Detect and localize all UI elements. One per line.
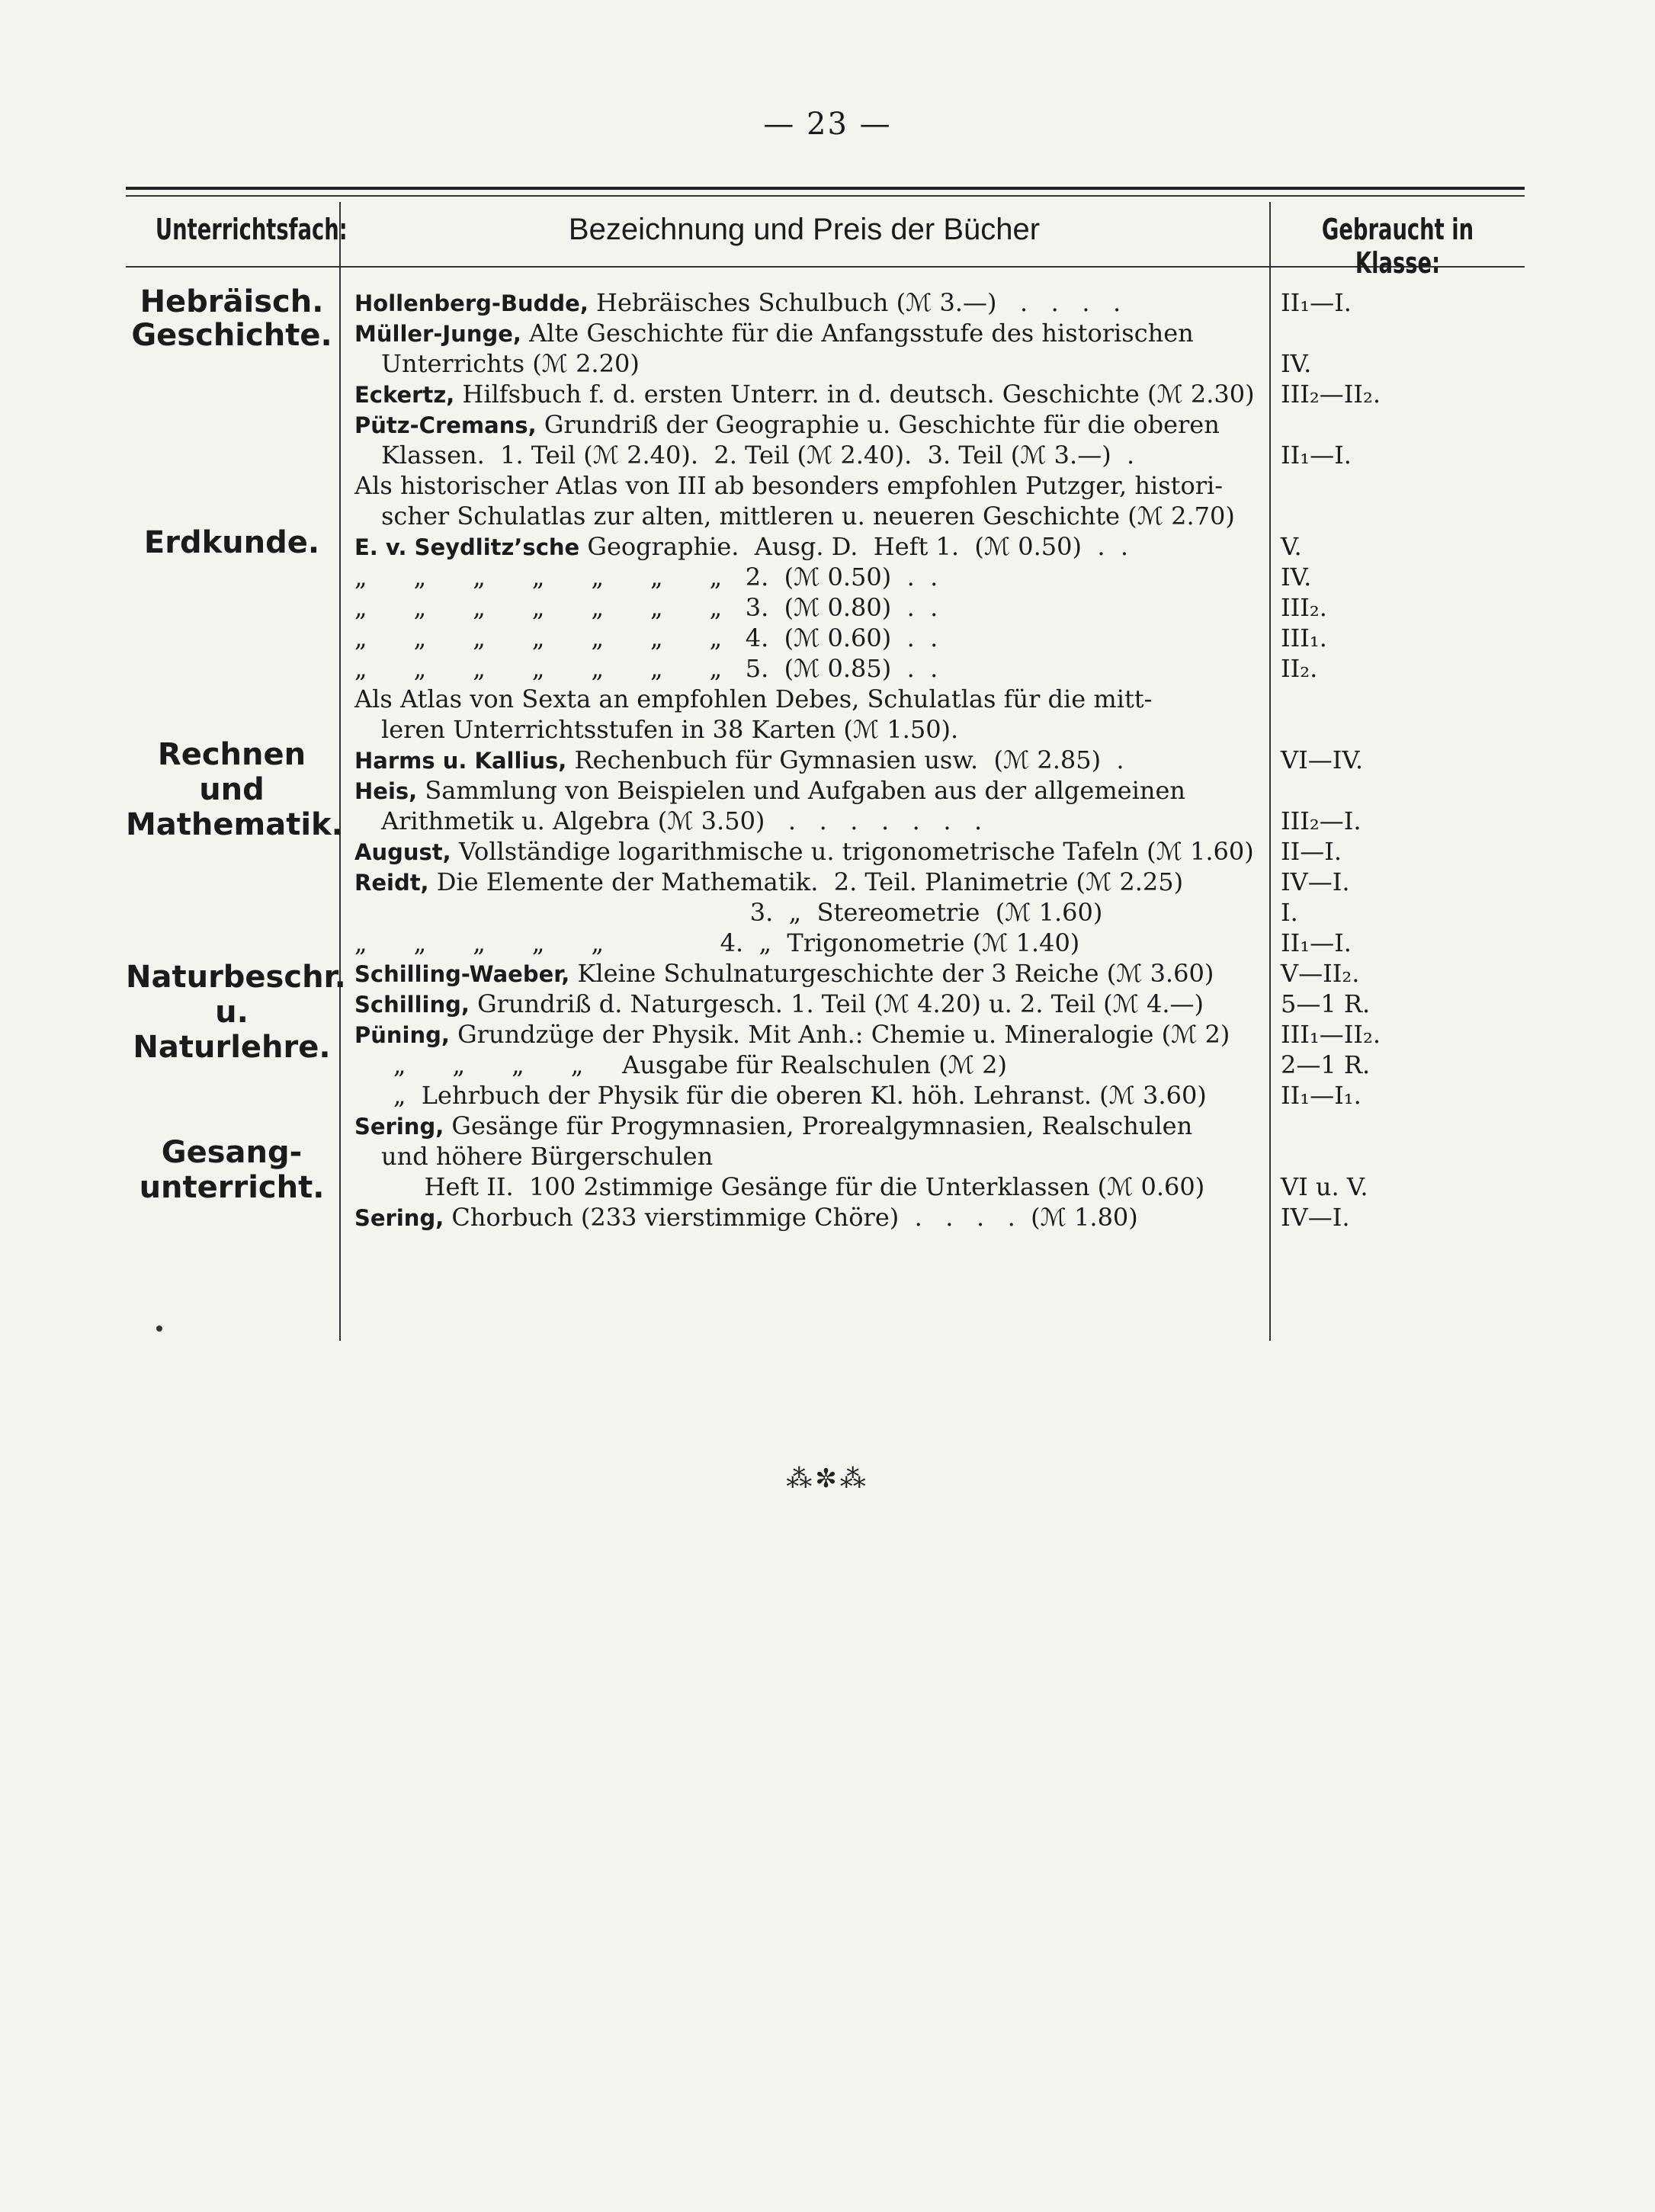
book-line (354, 287, 1262, 318)
book-text: „ „ „ „ „ 4. „ Trigonometrie (ℳ 1.40) (354, 928, 1080, 957)
book-author: E. v. Seydlitz’sche (354, 534, 580, 560)
class-value: II₁—I. (1281, 928, 1352, 957)
book-row (354, 684, 1262, 745)
book-line (354, 531, 1262, 562)
subject-label (126, 318, 338, 353)
book-row (354, 470, 1262, 531)
book-line (354, 1172, 1262, 1202)
class-value: III₂. (1281, 593, 1327, 622)
book-author: Pütz-Cremans, (354, 412, 537, 438)
book-line (354, 958, 1262, 989)
book-line (354, 1050, 1262, 1080)
book-row (354, 928, 1262, 958)
class-value: IV. (1281, 349, 1312, 378)
book-line (354, 989, 1262, 1019)
book-line (354, 470, 1262, 501)
subject-line: Geschichte. (131, 318, 332, 353)
book-text: Die Elemente der Mathematik. 2. Teil. Planimetrie (ℳ 2.25) (428, 867, 1184, 896)
book-text: Kleine Schulnaturgeschichte der 3 Reiche (ℳ 3.60) (569, 959, 1214, 988)
book-text: Als historischer Atlas von III ab besonders empfohlen Putzger, histori- (354, 471, 1224, 500)
book-author: Püning, (354, 1022, 450, 1048)
header-books: Bezeichnung und Preis der Bücher (568, 213, 1041, 246)
book-continuation: leren Unterrichtsstufen in 38 Karten (ℳ 1.50). (381, 715, 959, 744)
book-row (354, 653, 1262, 684)
book-author: Reidt, (354, 870, 429, 896)
column-divider (1269, 202, 1271, 1341)
book-author: Sering, (354, 1114, 444, 1140)
class-value: II₁—I₁. (1281, 1081, 1362, 1110)
book-row (354, 562, 1262, 592)
top-rule (126, 195, 1525, 197)
book-author: Schilling, (354, 992, 470, 1018)
book-row (354, 989, 1262, 1019)
book-row (354, 1050, 1262, 1080)
margin-dot (156, 1326, 162, 1332)
book-text: „ „ „ „ „ „ „ 3. (ℳ 0.80) . . (354, 593, 938, 622)
class-value: IV—I. (1281, 1203, 1350, 1232)
subject-label (126, 960, 346, 1065)
book-text: Hilfsbuch f. d. ersten Unterr. in d. deutsch. Geschichte (ℳ 2.30) (454, 380, 1255, 409)
book-author: Müller-Junge, (354, 321, 521, 347)
book-author: Sering, (354, 1205, 444, 1231)
book-row (354, 867, 1262, 897)
book-text: 3. „ Stereometrie (ℳ 1.60) (354, 898, 1103, 927)
subject-line: Rechnen und (157, 737, 306, 807)
book-row (354, 1019, 1262, 1050)
book-line (354, 684, 1262, 714)
book-line (354, 1202, 1262, 1233)
class-value: IV—I. (1281, 867, 1350, 896)
book-continuation: scher Schulatlas zur alten, mittleren u. neueren Geschichte (ℳ 2.70) (381, 502, 1235, 531)
book-text: Heft II. 100 2stimmige Gesänge für die Unterklassen (ℳ 0.60) (354, 1172, 1205, 1201)
class-value: IV. (1281, 563, 1312, 591)
book-text: Grundriß d. Naturgesch. 1. Teil (ℳ 4.20) u. 2. Teil (ℳ 4.—) (469, 989, 1204, 1018)
book-row (354, 1172, 1262, 1202)
class-value: VI—IV. (1281, 745, 1364, 774)
book-text: „ „ „ „ „ „ „ 2. (ℳ 0.50) . . (354, 563, 938, 591)
book-row (354, 897, 1262, 928)
class-value: V. (1281, 532, 1302, 561)
ornament: ⁂✼⁂ (786, 1463, 869, 1494)
book-line (354, 775, 1262, 806)
book-row (354, 592, 1262, 623)
book-row (354, 623, 1262, 653)
book-text: Alte Geschichte für die Anfangsstufe des historischen (521, 319, 1194, 348)
book-author: Schilling-Waeber, (354, 961, 570, 987)
book-line (354, 1111, 1262, 1141)
header-subject: Unterrichtsfach: (155, 213, 348, 246)
book-line (354, 1080, 1262, 1111)
subject-label (126, 284, 338, 319)
book-row (354, 409, 1262, 470)
book-text: Sammlung von Beispielen und Aufgaben aus der allgemeinen (417, 776, 1185, 805)
book-text: „ „ „ „ „ „ „ 4. (ℳ 0.60) . . (354, 624, 938, 652)
class-value: III₁. (1281, 624, 1327, 652)
class-value: II₁—I. (1281, 288, 1352, 317)
book-continuation: und höhere Bürgerschulen (381, 1142, 714, 1171)
book-text: Chorbuch (233 vierstimmige Chöre) . . . . (ℳ 1.80) (444, 1203, 1138, 1232)
class-value: V—II₂. (1281, 959, 1360, 988)
book-author: Harms u. Kallius, (354, 748, 567, 774)
book-line (354, 1019, 1262, 1050)
book-line (354, 897, 1262, 928)
class-value: I. (1281, 898, 1298, 927)
book-continuation: Unterrichts (ℳ 2.20) (381, 349, 640, 378)
book-line (354, 928, 1262, 958)
class-value: III₁—II₂. (1281, 1020, 1381, 1049)
book-author: Hollenberg-Budde, (354, 290, 589, 316)
subject-line: Gesang- (161, 1135, 303, 1170)
book-row (354, 1080, 1262, 1111)
book-line (354, 836, 1262, 867)
subject-line: Mathematik. (126, 807, 343, 842)
book-author: August, (354, 839, 451, 865)
book-row (354, 531, 1262, 562)
column-divider (339, 202, 341, 1341)
book-text: Vollständige logarithmische u. trigonometrische Tafeln (ℳ 1.60) (451, 837, 1254, 866)
book-row (354, 1202, 1262, 1233)
subject-line: unterricht. (139, 1170, 325, 1205)
book-text: Geographie. Ausg. D. Heft 1. (ℳ 0.50) . . (579, 532, 1129, 561)
book-row (354, 745, 1262, 775)
class-value: 5—1 R. (1281, 989, 1371, 1018)
class-value: III₂—I. (1281, 806, 1362, 835)
book-line (354, 562, 1262, 592)
book-row (354, 1111, 1262, 1172)
book-line (354, 623, 1262, 653)
book-row (354, 836, 1262, 867)
class-value: 2—1 R. (1281, 1050, 1371, 1079)
book-line (354, 409, 1262, 440)
book-row (354, 958, 1262, 989)
book-line (354, 592, 1262, 623)
book-continuation: Klassen. 1. Teil (ℳ 2.40). 2. Teil (ℳ 2.40). 3. Teil (ℳ 3.—) . (381, 441, 1135, 470)
book-row (354, 318, 1262, 379)
book-author: Heis, (354, 778, 418, 804)
class-value: VI u. V. (1281, 1172, 1368, 1201)
book-line (354, 745, 1262, 775)
book-row (354, 775, 1262, 836)
book-text: Hebräisches Schulbuch (ℳ 3.—) . . . . (588, 288, 1121, 317)
book-text: Als Atlas von Sexta an empfohlen Debes, Schulatlas für die mitt- (354, 684, 1153, 713)
book-author: Eckertz, (354, 382, 455, 408)
class-value: III₂—II₂. (1281, 380, 1381, 409)
book-line (354, 867, 1262, 897)
subject-line: Naturbeschr. (126, 960, 346, 995)
book-line (354, 653, 1262, 684)
book-text: „ Lehrbuch der Physik für die oberen Kl. höh. Lehranst. (ℳ 3.60) (354, 1081, 1207, 1110)
book-text: „ „ „ „ „ „ „ 5. (ℳ 0.85) . . (354, 654, 938, 683)
book-table (126, 187, 1525, 1341)
subject-line: Hebräisch. (140, 284, 324, 319)
book-text: Grundzüge der Physik. Mit Anh.: Chemie u. Mineralogie (ℳ 2) (449, 1020, 1230, 1049)
book-text: „ „ „ „ Ausgabe für Realschulen (ℳ 2) (354, 1050, 1007, 1079)
subject-label (126, 525, 338, 560)
class-value: II₂. (1281, 654, 1318, 683)
subject-line: u. Naturlehre. (133, 995, 331, 1065)
book-text: Rechenbuch für Gymnasien usw. (ℳ 2.85) . (566, 745, 1124, 774)
subject-label (126, 737, 343, 842)
book-row (354, 379, 1262, 409)
class-value: II—I. (1281, 837, 1342, 866)
header-classes: Gebraucht in Klasse: (1321, 213, 1474, 280)
book-line (354, 318, 1262, 348)
subject-line: Erdkunde. (143, 525, 320, 560)
book-text: Gesänge für Progymnasien, Prorealgymnasien, Realschulen (444, 1111, 1193, 1140)
book-row (354, 287, 1262, 318)
page-number: — 23 — (763, 107, 892, 142)
class-value: II₁—I. (1281, 441, 1352, 470)
subject-label (126, 1135, 338, 1205)
book-line (354, 379, 1262, 409)
book-text: Grundriß der Geographie u. Geschichte für die oberen (536, 410, 1220, 439)
book-continuation: Arithmetik u. Algebra (ℳ 3.50) . . . . . . . (381, 806, 983, 835)
